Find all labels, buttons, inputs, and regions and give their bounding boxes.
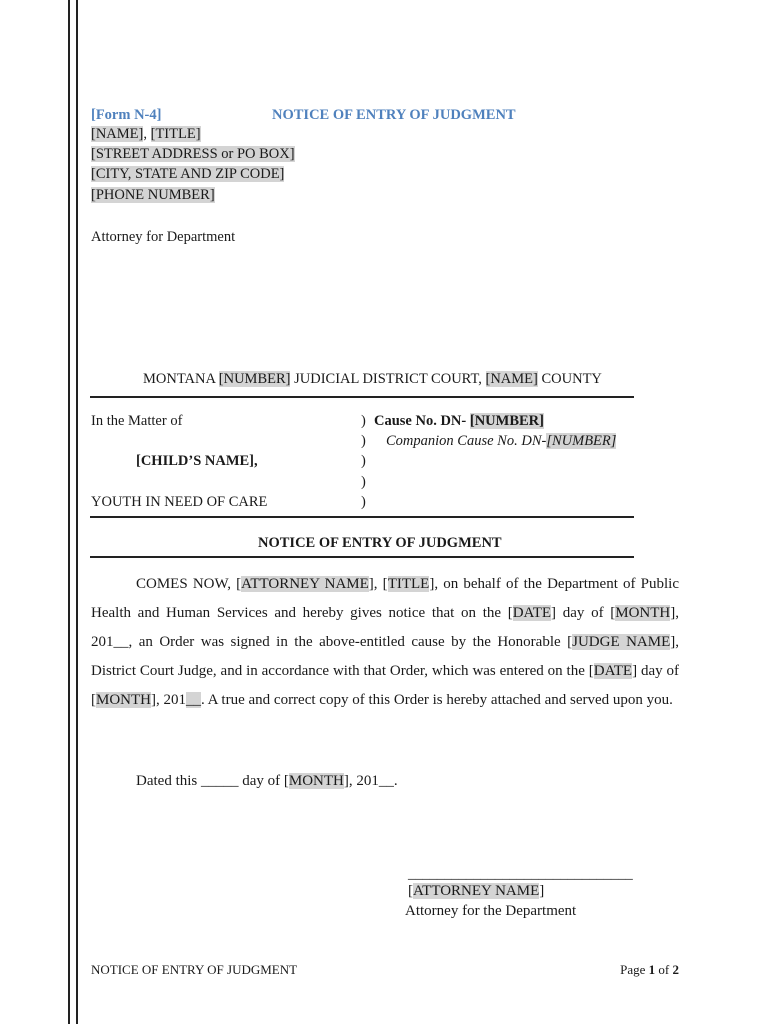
phone-placeholder: [PHONE NUMBER] — [91, 187, 215, 203]
page-total: 2 — [672, 962, 679, 977]
signature-attorney-name — [408, 883, 544, 900]
caption-bottom-rule — [90, 516, 634, 518]
caption-paren-4: ) — [361, 474, 366, 490]
year-blank-placeholder: __ — [186, 692, 201, 708]
child-name — [136, 453, 258, 470]
notice-paragraph — [91, 570, 679, 715]
body-text: ], District Court Judge, and in accordance with that Order, which was entered on the [ — [91, 634, 679, 679]
attorney-address — [91, 146, 295, 163]
attorney-name-placeholder: [NAME] — [91, 126, 144, 142]
attorney-phone — [91, 187, 215, 204]
in-the-matter: In the Matter of — [91, 413, 183, 429]
attorney-title-placeholder: [TITLE] — [150, 126, 201, 142]
bracket-open: [ — [408, 883, 413, 899]
judge-name-placeholder: JUDGE NAME — [572, 634, 671, 650]
body-text: ], 201 — [151, 692, 186, 708]
name-title-separator: , — [143, 126, 151, 142]
section-title-rule — [90, 556, 634, 558]
date-placeholder: DATE — [512, 605, 552, 621]
dated-text: ], 201__. — [343, 773, 398, 789]
youth-status: YOUTH IN NEED OF CARE — [91, 494, 268, 510]
attorney-name-title — [91, 126, 201, 143]
court-heading — [143, 371, 602, 388]
county-name-placeholder: [NAME] — [485, 371, 538, 387]
cause-number-placeholder: [NUMBER] — [469, 413, 544, 429]
cause-number — [374, 413, 544, 430]
section-title — [258, 535, 502, 552]
page-label: Page — [620, 962, 649, 977]
page-of: of — [655, 962, 673, 977]
attorney-for: Attorney for Department — [91, 229, 236, 245]
dated-text: Dated this _____ day of [ — [136, 773, 289, 789]
companion-label: Companion Cause No. DN- — [386, 433, 547, 449]
city-state-zip-placeholder: [CITY, STATE AND ZIP CODE] — [91, 166, 285, 182]
margin-line-outer — [68, 0, 70, 1024]
attorney-name-placeholder: ATTORNEY NAME — [413, 883, 540, 899]
companion-number-placeholder: [NUMBER] — [546, 433, 617, 449]
attorney-city-state-zip — [91, 166, 284, 183]
form-tag: [Form N-4] — [91, 107, 162, 123]
page-current: 1 — [648, 962, 656, 977]
date-placeholder: DATE — [593, 663, 633, 679]
title-placeholder: TITLE — [387, 576, 430, 592]
body-text: ], [ — [368, 576, 388, 592]
footer-title: NOTICE OF ENTRY OF JUDGMENT — [91, 962, 298, 977]
body-text: ], 201__, an Order was signed in the above-entitled cause by the Honorable [ — [91, 605, 679, 650]
caption-top-rule — [90, 396, 634, 398]
doc-title: NOTICE OF ENTRY OF JUDGMENT — [272, 107, 516, 123]
body-text: . A true and correct copy of this Order is hereby attached and served upon you. — [201, 692, 673, 708]
page-number — [620, 962, 679, 978]
address-placeholder: [STREET ADDRESS or PO BOX] — [91, 146, 295, 162]
month-placeholder: MONTH — [615, 605, 671, 621]
section-title-text: NOTICE OF ENTRY OF JUDGMENT — [258, 535, 502, 551]
margin-line-inner — [76, 0, 78, 1024]
court-suffix: COUNTY — [537, 371, 602, 387]
month-placeholder: MONTH — [288, 773, 344, 789]
cause-label: Cause No. DN- — [374, 413, 470, 429]
court-prefix: MONTANA — [143, 371, 219, 387]
court-middle: JUDICIAL DISTRICT COURT, — [290, 371, 486, 387]
district-number-placeholder: [NUMBER] — [218, 371, 291, 387]
signature-role: Attorney for the Department — [405, 903, 577, 919]
caption-paren-5: ) — [361, 494, 366, 510]
caption-paren-3: ) — [361, 453, 366, 469]
body-text: ] day of [ — [91, 663, 679, 708]
body-text: ] day of [ — [551, 605, 616, 621]
caption-paren-2: ) — [361, 433, 366, 449]
child-name-placeholder: [CHILD’S NAME], — [136, 453, 258, 469]
companion-cause — [386, 433, 616, 450]
month-placeholder: MONTH — [96, 692, 151, 708]
caption-paren-1: ) — [361, 413, 366, 429]
signature-line: _______________________________ — [408, 866, 633, 882]
dated-line — [136, 773, 398, 790]
body-text: COMES NOW, [ — [136, 576, 242, 592]
attorney-name-placeholder: ATTORNEY NAME — [241, 576, 369, 592]
body-text: ], on behalf of the Department of Public Health and Human Services and hereby gives notice that on the [ — [91, 576, 679, 621]
bracket-close: ] — [539, 883, 545, 899]
